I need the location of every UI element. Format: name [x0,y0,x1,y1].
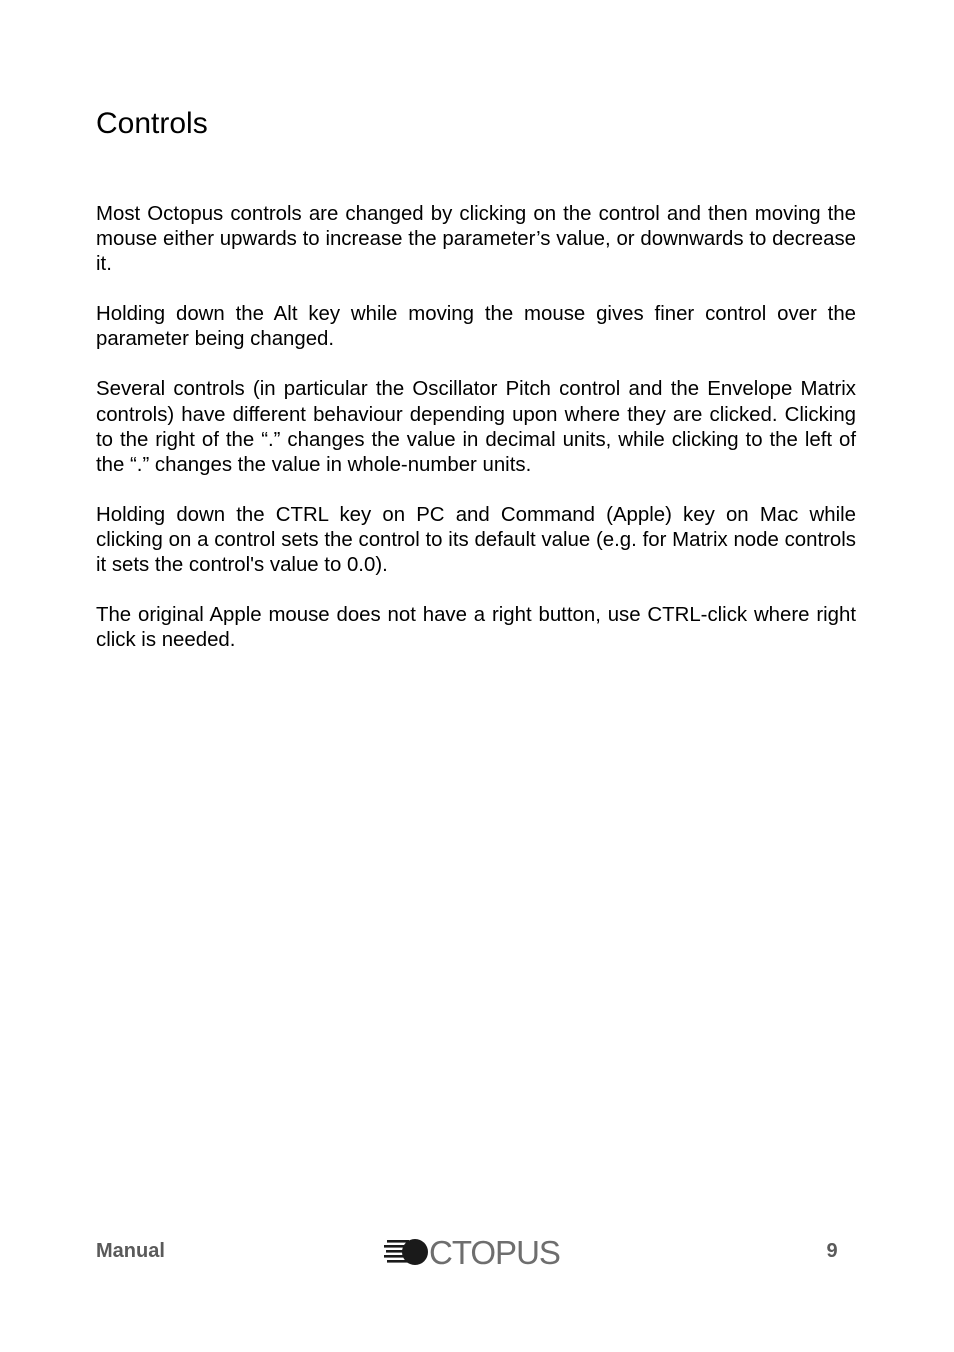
paragraph-apple-mouse: The original Apple mouse does not have a right button, use CTRL-click where right click is needed. [96,604,856,652]
logo-circle [402,1239,428,1265]
paragraph-default-value: Holding down the CTRL key on PC and Command (Apple) key on Mac while clicking on a control sets the control to its default value (e.g. for Matrix node controls it sets the control's value to 0.0). [96,503,856,577]
footer-manual-label: Manual [96,1240,165,1262]
paragraph-controls-intro: Most Octopus controls are changed by clicking on the control and then moving the mouse either upwards to increase the parameter’s value, or downwards to decrease it. [96,203,856,276]
paragraph-decimal-controls: Several controls (in particular the Oscillator Pitch control and the Envelope Matrix controls) have different behaviour depending upon where they are clicked. Clicking to the right of the “.” changes the value in decimal units, while clicking to the left of the “.” changes the value in whole-number units. [96,378,856,476]
body-text [96,202,856,678]
page-title: Controls [96,107,208,140]
paragraph-alt-key: Holding down the Alt key while moving the mouse gives finer control over the parameter being changed. [96,303,856,351]
page-number: 9 [826,1240,838,1262]
logo-wordmark: CTOPUS [429,1234,560,1271]
octopus-logo-icon [384,1232,574,1272]
